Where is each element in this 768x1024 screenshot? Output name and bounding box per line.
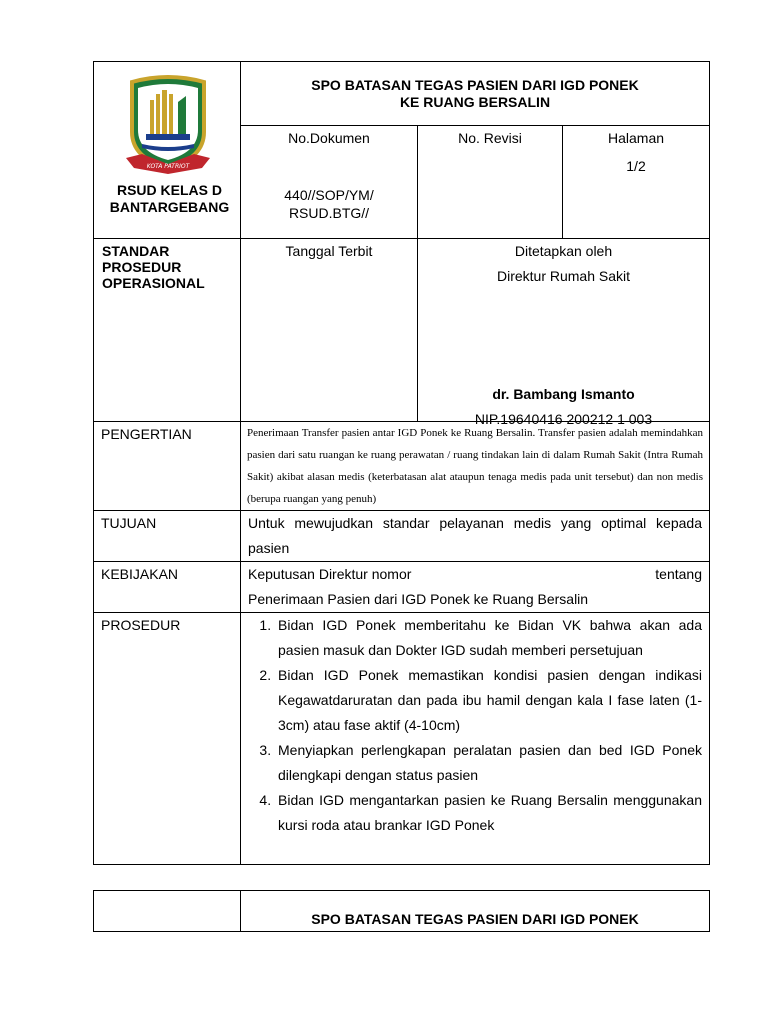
next-page-title: SPO BATASAN TEGAS PASIEN DARI IGD PONEK	[241, 891, 710, 932]
signer-name: dr. Bambang Ismanto	[492, 386, 635, 402]
issue-date-label: Tanggal Terbit	[241, 239, 418, 422]
kebijakan-subject-text: Penerimaan Pasien dari IGD Ponek ke Ruang Bersalin	[248, 591, 589, 607]
kebijakan-label: KEBIJAKAN	[94, 562, 241, 613]
org-header-cell	[94, 62, 241, 239]
page-value: 1/2	[626, 158, 646, 174]
pengertian-text: Penerimaan Transfer pasien antar IGD Ponek ke Ruang Bersalin. Transfer pasien adalah memindahkan pasien dari satu ruangan ke ruang perawatan / ruang tindakan lain di dalam Rumah Sakit (Intra Rumah Sakit) akibat alasan medis (keterbatasan alat ataupun tenaga medis pada unit tersebut) dan non medis (berupa ruangan yang penuh)	[241, 422, 710, 511]
prosedur-step: 3. Menyiapkan perlengkapan peralatan pasien dan bed IGD Ponek dilengkapi dengan status pasien	[275, 738, 702, 788]
document-number-value: 440//SOP/YM/ RSUD.BTG//	[284, 187, 374, 221]
sop-document-table	[93, 61, 710, 865]
set-by-label: Ditetapkan oleh	[514, 243, 613, 259]
next-page-logo-cell	[94, 891, 241, 932]
page-label: Halaman	[607, 130, 665, 146]
next-page-table	[93, 890, 710, 932]
city-emblem-logo	[122, 72, 214, 176]
prosedur-label: PROSEDUR	[94, 613, 241, 865]
pengertian-label: PENGERTIAN	[94, 422, 241, 511]
approval-cell	[418, 239, 710, 427]
kebijakan-decree-text: Keputusan Direktur nomor	[248, 566, 412, 582]
logo-ribbon-text: KOTA PATRIOT	[146, 163, 190, 170]
kebijakan-cell	[241, 562, 710, 613]
hospital-name: RSUD KELAS D BANTARGEBANG	[109, 182, 230, 215]
prosedur-cell	[241, 613, 710, 865]
document-number-cell	[241, 126, 418, 239]
set-by-title: Direktur Rumah Sakit	[496, 268, 631, 284]
tujuan-text: Untuk mewujudkan standar pelayanan medis yang optimal kepada pasien	[241, 511, 710, 562]
sop-label: STANDAR PROSEDUR OPERASIONAL	[94, 239, 241, 422]
revision-number-label: No. Revisi	[418, 126, 563, 239]
page-number-cell	[563, 126, 710, 239]
prosedur-list	[241, 613, 702, 838]
document-title: SPO BATASAN TEGAS PASIEN DARI IGD PONEK KE RUANG BERSALIN	[241, 62, 710, 126]
prosedur-step: 1. Bidan IGD Ponek memberitahu ke Bidan VK bahwa akan ada pasien masuk dan Dokter IGD sudah memberi persetujuan	[275, 613, 702, 663]
document-number-label: No.Dokumen	[288, 130, 370, 146]
signer-nip: NIP.19640416 200212 1 003	[474, 411, 653, 427]
prosedur-step: 4. Bidan IGD mengantarkan pasien ke Ruang Bersalin menggunakan kursi roda atau brankar IGD Ponek	[275, 788, 702, 838]
kebijakan-about-text: tentang	[655, 566, 702, 582]
prosedur-step: 2. Bidan IGD Ponek memastikan kondisi pasien dengan indikasi Kegawatdaruratan dan pada ibu hamil dengan kala I fase laten (1-3cm) atau fase aktif (4-10cm)	[275, 663, 702, 738]
tujuan-label: TUJUAN	[94, 511, 241, 562]
